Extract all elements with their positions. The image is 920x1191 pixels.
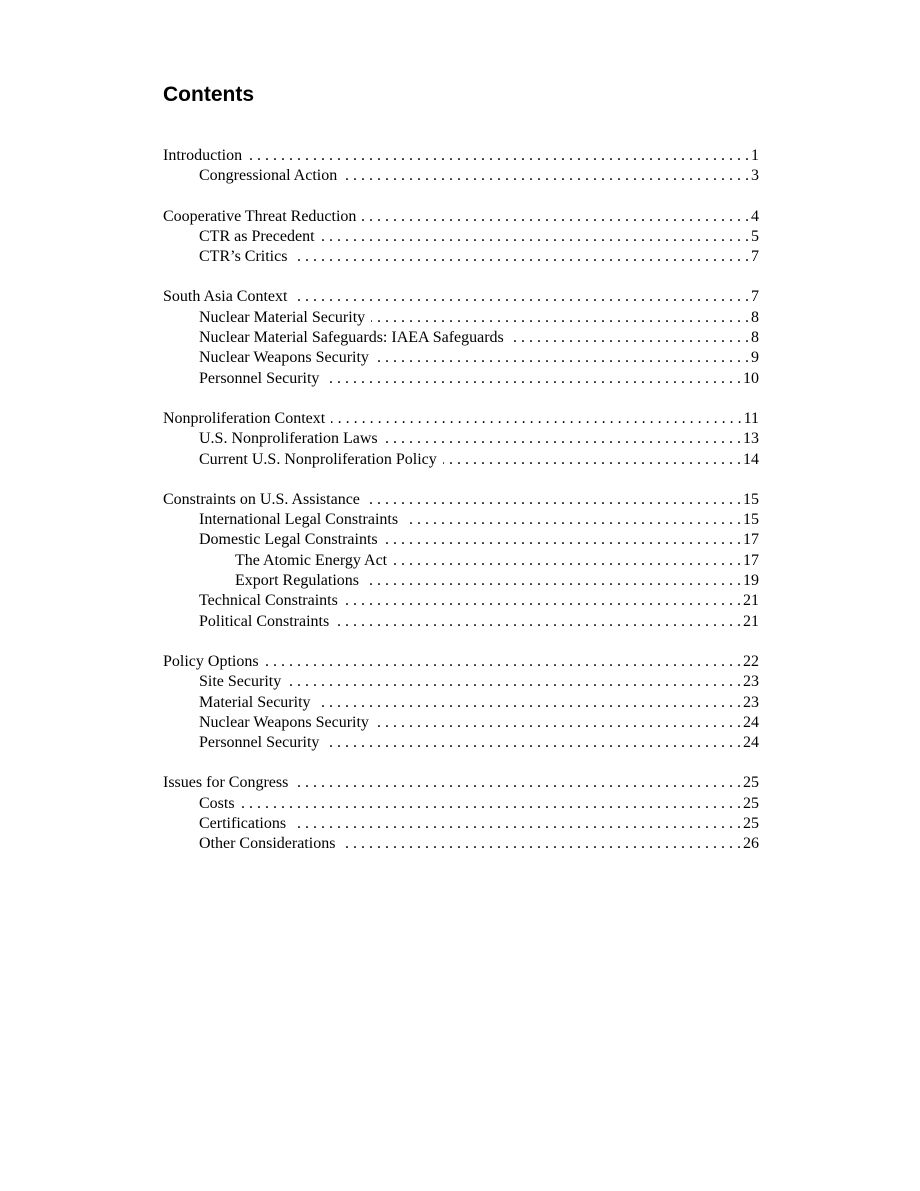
toc-dot-leader — [294, 773, 741, 793]
toc-dot-leader — [317, 693, 741, 713]
toc-entry-title: Cooperative Threat Reduction — [163, 207, 357, 225]
toc-dot-leader — [362, 207, 749, 227]
toc-page-number: 7 — [751, 288, 759, 306]
toc-entry[interactable] — [163, 834, 759, 854]
toc-entry[interactable] — [163, 510, 759, 530]
toc-entry[interactable] — [163, 287, 759, 307]
toc-page-number: 26 — [743, 835, 759, 853]
toc-entry[interactable] — [163, 308, 759, 328]
toc-entry-title: Costs — [199, 794, 235, 812]
toc-dot-leader — [325, 369, 741, 389]
toc-dot-leader — [393, 551, 741, 571]
toc-page-number: 3 — [751, 167, 759, 185]
toc-entry-title: Current U.S. Nonproliferation Policy — [199, 450, 437, 468]
toc-section — [163, 207, 759, 268]
toc-entry[interactable] — [163, 814, 759, 834]
toc-section — [163, 773, 759, 854]
toc-page-number: 8 — [751, 329, 759, 347]
toc-dot-leader — [375, 348, 749, 368]
toc-entry[interactable] — [163, 551, 759, 571]
toc-entry-title: Nuclear Weapons Security — [199, 713, 369, 731]
toc-entry-title: Other Considerations — [199, 835, 336, 853]
toc-entry-title: Domestic Legal Constraints — [199, 531, 378, 549]
toc-entry-title: Personnel Security — [199, 369, 320, 387]
toc-dot-leader — [384, 530, 741, 550]
toc-entry-title: South Asia Context — [163, 288, 288, 306]
toc-entry[interactable] — [163, 207, 759, 227]
toc-entry-title: Export Regulations — [235, 572, 359, 590]
toc-entry-title: Personnel Security — [199, 734, 320, 752]
toc-dot-leader — [343, 166, 749, 186]
toc-entry[interactable] — [163, 530, 759, 550]
toc-dot-leader — [366, 490, 741, 510]
toc-dot-leader — [384, 429, 741, 449]
toc-entry-title: U.S. Nonproliferation Laws — [199, 430, 378, 448]
toc-page-number: 15 — [743, 490, 759, 508]
toc-dot-leader — [344, 591, 741, 611]
toc-entry[interactable] — [163, 227, 759, 247]
toc-page-number: 17 — [743, 531, 759, 549]
toc-entry-title: Nuclear Material Safeguards: IAEA Safeguards — [199, 329, 504, 347]
toc-dot-leader — [335, 612, 741, 632]
toc-page-number: 24 — [743, 734, 759, 752]
toc-page-number: 17 — [743, 551, 759, 569]
toc-page-number: 5 — [751, 227, 759, 245]
toc-entry[interactable] — [163, 450, 759, 470]
toc-page-number: 14 — [743, 450, 759, 468]
toc-dot-leader — [371, 308, 749, 328]
toc-entry-title: CTR as Precedent — [199, 227, 315, 245]
toc-page-number: 11 — [743, 409, 759, 427]
toc-dot-leader — [331, 409, 741, 429]
toc-entry-title: CTR’s Critics — [199, 248, 288, 266]
toc-entry-title: Issues for Congress — [163, 774, 289, 792]
toc-entry[interactable] — [163, 672, 759, 692]
toc-dot-leader — [293, 287, 749, 307]
toc-entry[interactable] — [163, 328, 759, 348]
toc-dot-leader — [321, 227, 749, 247]
toc-entry[interactable] — [163, 773, 759, 793]
toc-entry-title: Political Constraints — [199, 612, 330, 630]
toc-entry[interactable] — [163, 429, 759, 449]
toc-entry-title: Site Security — [199, 673, 282, 691]
toc-entry[interactable] — [163, 247, 759, 267]
toc-page-number: 15 — [743, 511, 759, 529]
toc-entry-title: International Legal Constraints — [199, 511, 399, 529]
toc-page-number: 24 — [743, 713, 759, 731]
page-title: Contents — [163, 83, 254, 106]
toc-page-number: 19 — [743, 572, 759, 590]
toc-dot-leader — [404, 510, 741, 530]
toc-page-number: 25 — [743, 794, 759, 812]
toc-entry-title: Technical Constraints — [199, 592, 338, 610]
toc-page-number: 25 — [743, 774, 759, 792]
toc-entry[interactable] — [163, 146, 759, 166]
toc-page-number: 22 — [743, 652, 759, 670]
toc-entry-title: Congressional Action — [199, 167, 338, 185]
toc-page-number: 1 — [751, 147, 759, 164]
toc-dot-leader — [292, 814, 741, 834]
table-of-contents — [163, 146, 759, 875]
toc-section — [163, 409, 759, 470]
toc-entry[interactable] — [163, 591, 759, 611]
toc-entry[interactable] — [163, 348, 759, 368]
toc-page-number: 13 — [743, 430, 759, 448]
toc-entry-title: Material Security — [199, 693, 311, 711]
toc-entry[interactable] — [163, 713, 759, 733]
toc-dot-leader — [241, 794, 741, 814]
toc-entry[interactable] — [163, 571, 759, 591]
toc-page-number: 9 — [751, 349, 759, 367]
toc-page-number: 10 — [743, 369, 759, 387]
toc-dot-leader — [443, 450, 741, 470]
toc-entry[interactable] — [163, 409, 759, 429]
toc-section — [163, 287, 759, 388]
toc-entry[interactable] — [163, 794, 759, 814]
toc-entry[interactable] — [163, 612, 759, 632]
toc-section — [163, 652, 759, 753]
toc-entry[interactable] — [163, 733, 759, 753]
toc-dot-leader — [365, 571, 741, 591]
toc-section — [163, 146, 759, 187]
toc-entry-title: The Atomic Energy Act — [235, 551, 388, 569]
toc-entry[interactable] — [163, 369, 759, 389]
toc-page-number: 23 — [743, 693, 759, 711]
toc-dot-leader — [510, 328, 749, 348]
toc-entry-title: Nuclear Material Security — [199, 308, 366, 326]
toc-entry[interactable] — [163, 490, 759, 510]
toc-entry-title: Introduction — [163, 147, 243, 164]
toc-entry[interactable] — [163, 693, 759, 713]
toc-page-number: 21 — [743, 612, 759, 630]
toc-dot-leader — [341, 834, 741, 854]
toc-dot-leader — [375, 713, 741, 733]
toc-entry[interactable] — [163, 652, 759, 672]
toc-dot-leader — [287, 672, 741, 692]
toc-dot-leader — [265, 652, 741, 672]
toc-page-number: 4 — [751, 207, 759, 225]
toc-section — [163, 490, 759, 632]
toc-page-number: 25 — [743, 815, 759, 833]
toc-entry-title: Nonproliferation Context — [163, 409, 326, 427]
toc-entry-title: Constraints on U.S. Assistance — [163, 490, 360, 508]
toc-dot-leader — [325, 733, 741, 753]
toc-page-number: 23 — [743, 673, 759, 691]
toc-page-number: 7 — [751, 248, 759, 266]
toc-dot-leader — [293, 247, 749, 267]
toc-entry[interactable] — [163, 166, 759, 186]
toc-entry-title: Policy Options — [163, 652, 259, 670]
toc-entry-title: Certifications — [199, 815, 287, 833]
toc-page-number: 21 — [743, 592, 759, 610]
toc-page-number: 8 — [751, 308, 759, 326]
toc-dot-leader — [248, 146, 749, 166]
toc-entry-title: Nuclear Weapons Security — [199, 349, 369, 367]
